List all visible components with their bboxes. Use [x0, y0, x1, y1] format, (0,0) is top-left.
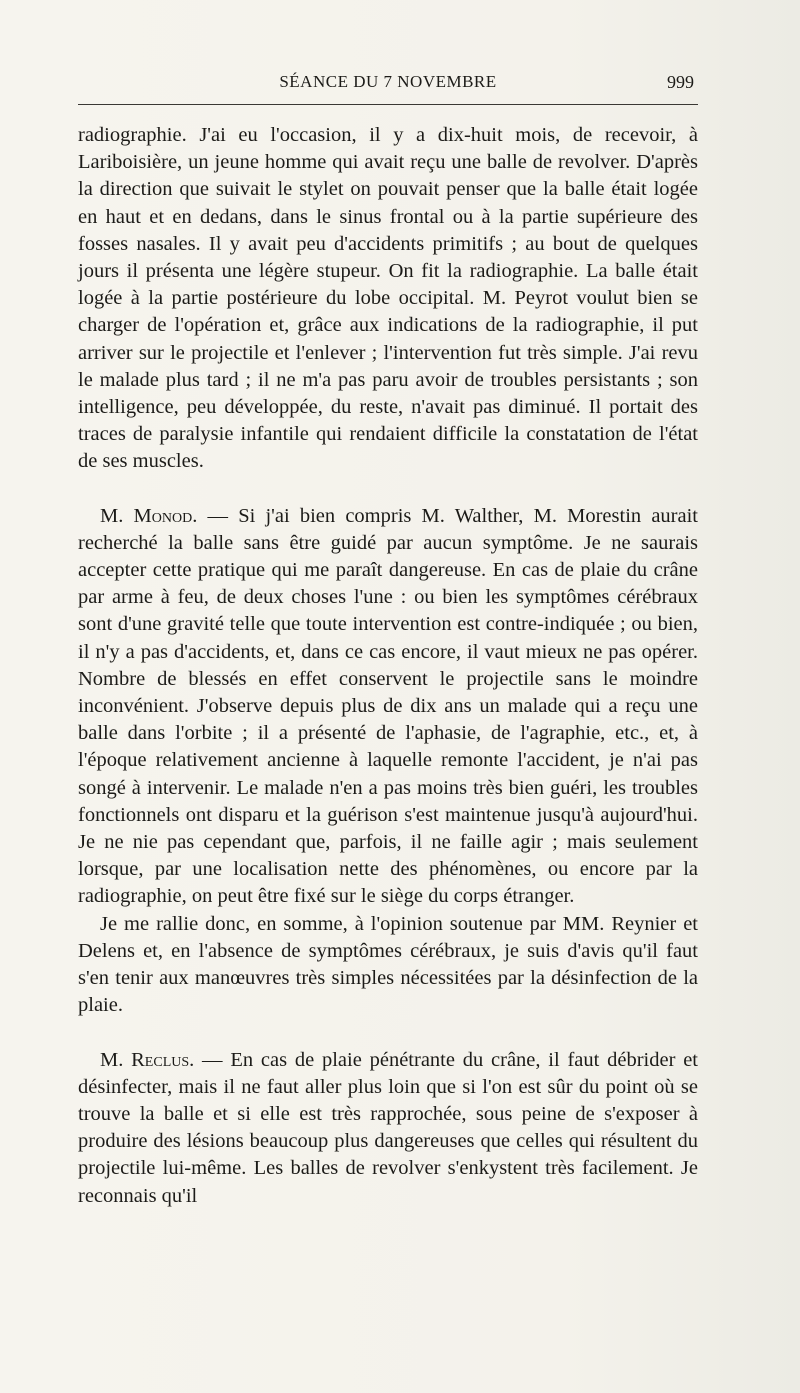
paragraph-rallie: [78, 911, 698, 1020]
paragraph-text: — Si j'ai bien compris M. Walther, M. Morestin aurait recherché la balle sans être guidé par aucun symptôme. Je ne saurais accepter cette pratique qui me paraît dangereuse. En cas de plaie du crâne par arme à feu, de deux choses l'une : ou bien les symptômes cérébraux sont d'une gravité telle que toute intervention est contre-indiquée ; ou bien, il n'y a pas d'accidents, et, dans ce cas encore, il vaut mieux ne pas opérer. Nombre de blessés en effet conservent le projectile sans le moindre inconvénient. J'observe depuis plus de dix ans un malade qui a reçu une balle dans l'orbite ; il a présenté de l'aphasie, de l'agraphie, etc., et, à l'époque relativement ancienne à laquelle remonte l'accident, je n'ai pas songé à intervenir. Le malade n'en a pas moins très bien guéri, les troubles fonctionnels ont disparu et la guérison s'est maintenue jusqu'à aujourd'hui. Je ne nie pas cependant que, parfois, il ne faille agir ; mais seulement lorsque, par une localisation nette des phénomènes, ou encore par la radiographie, on peut être fixé sur le siège du corps étranger.: [78, 504, 698, 908]
paragraph-text: Je me rallie donc, en somme, à l'opinion soutenue par MM. Reynier et Delens et, en l'absence de symptômes cérébraux, je suis d'avis qu'il faut s'en tenir aux manœuvres très simples nécessitées par la désinfection de la plaie.: [78, 912, 698, 1017]
paragraph-reclus: [78, 1047, 698, 1210]
speaker-name: M. Monod.: [100, 504, 198, 527]
header-rule: [78, 104, 698, 105]
page-header: [78, 72, 698, 98]
paragraph-continuation: [78, 122, 698, 476]
speaker-name: M. Reclus.: [100, 1048, 195, 1071]
paragraph-monod: [78, 503, 698, 911]
page-number: 999: [667, 72, 694, 92]
paragraph-text: radiographie. J'ai eu l'occasion, il y a dix-huit mois, de recevoir, à Lariboisière, un jeune homme qui avait reçu une balle de revolver. D'après la direction que suivait le stylet on pouvait penser que la balle était logée en haut et en dedans, dans le sinus frontal ou à la partie supérieure des fosses nasales. Il y avait peu d'accidents primitifs ; au bout de quelques jours il présenta une légère stupeur. On fit la radiographie. La balle était logée à la partie postérieure du lobe occipital. M. Peyrot voulut bien se charger de l'opération et, grâce aux indications de la radiographie, il put arriver sur le projectile et l'enlever ; l'intervention fut très simple. J'ai revu le malade plus tard ; il ne m'a pas paru avoir de troubles persistants ; son intelligence, peu développée, du reste, n'avait pas diminué. Il portait des traces de paralysie infantile qui rendaient difficile la constatation de l'état de ses muscles.: [78, 124, 698, 473]
paragraph-text: — En cas de plaie pénétrante du crâne, il faut débrider et désinfecter, mais il ne faut aller plus loin que si l'on est sûr du point où se trouve la balle et si elle est très rapprochée, sous peine de s'exposer à produire des lésions beaucoup plus dangereuses que celles qui résultent du projectile lui-même. Les balles de revolver s'enkystent très facilement. Je reconnais qu'il: [78, 1048, 698, 1207]
body-text: [78, 122, 698, 1210]
running-title: SÉANCE DU 7 NOVEMBRE: [279, 72, 497, 91]
